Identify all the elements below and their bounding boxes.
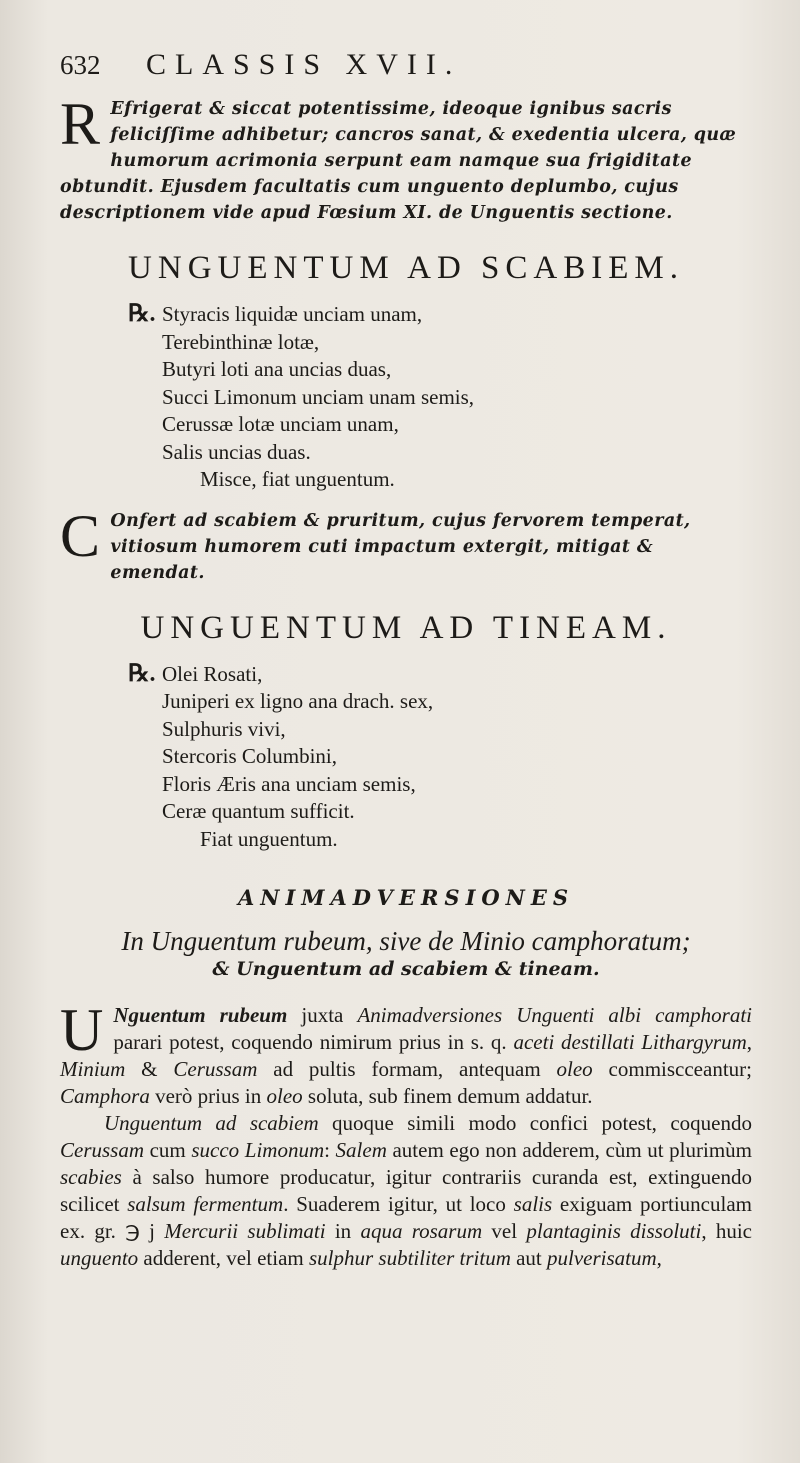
section-heading-scabiem: UNGUENTUM AD SCABIEM. bbox=[128, 250, 684, 286]
p2-run: autem ego non adderem, cùm ut plurimùm bbox=[386, 1138, 752, 1162]
p2-run: in bbox=[325, 1219, 361, 1243]
animadversiones-subtitle: In Unguentum rubeum, sive de Minio camphoratum; bbox=[121, 926, 691, 956]
p1-run: Animadversiones Unguenti albi camphorati bbox=[357, 1003, 752, 1027]
ingredient-line: Sulphuris vivi, bbox=[162, 716, 286, 741]
p2-run: adderent, vel etiam bbox=[138, 1246, 309, 1270]
p2-run: quoque simili modo confici potest, coquendo bbox=[318, 1111, 752, 1135]
drop-cap: R bbox=[60, 91, 101, 157]
p2-run: , huic bbox=[701, 1219, 753, 1243]
p1-run: commiscceantur; bbox=[592, 1057, 752, 1081]
animadversiones-paragraph-1 bbox=[60, 997, 752, 1110]
recipe-symbol: ℞. bbox=[128, 301, 156, 327]
p2-run: Mercurii sublimati bbox=[164, 1219, 326, 1243]
p2-run: Unguentum ad scabiem bbox=[104, 1111, 319, 1135]
intro-paragraph bbox=[60, 91, 752, 226]
p1-run: Minium bbox=[60, 1057, 126, 1081]
p2-run: salis bbox=[513, 1192, 553, 1216]
page-header bbox=[60, 48, 752, 96]
ingredient-line: Stercoris Columbini, bbox=[162, 744, 337, 768]
recipe-symbol: ℞. bbox=[128, 660, 156, 687]
p1-run: aceti destillati Lithargyrum bbox=[513, 1030, 747, 1054]
scabiem-note-text: Onfert ad scabiem & pruritum, cujus fervorem temperat, vitiosum humorem cuti impactum extergit, mitigat & emendat. bbox=[110, 510, 691, 583]
p2-run: unguento bbox=[60, 1246, 139, 1270]
p1-run: parari potest, coquendo nimirum prius in s. q. bbox=[113, 1030, 514, 1054]
section-heading-tineam: UNGUENTUM AD TINEAM. bbox=[140, 609, 672, 646]
p2-run: pulverisatum bbox=[547, 1246, 657, 1270]
ingredient-line: Butyri loti ana uncias duas, bbox=[162, 357, 392, 381]
p2-run: Cerussam bbox=[60, 1138, 145, 1162]
drop-cap: C bbox=[60, 502, 101, 569]
p2-run: : bbox=[324, 1138, 336, 1162]
p2-run: plantaginis dissoluti bbox=[526, 1219, 702, 1243]
p1-run: , bbox=[746, 1030, 752, 1054]
p1-run: & bbox=[125, 1057, 174, 1081]
animadversiones-title: ANIMADVERSIONES bbox=[237, 885, 575, 910]
p2-run: Salem bbox=[335, 1138, 387, 1162]
recipe-instruction: Misce, fiat unguentum. bbox=[200, 467, 395, 491]
p2-run: aqua rosarum bbox=[360, 1219, 483, 1243]
ingredient-line: Terebinthinæ lotæ, bbox=[162, 329, 320, 354]
p1-run: Camphora bbox=[60, 1084, 150, 1108]
recipe-instruction: Fiat unguentum. bbox=[200, 826, 338, 851]
scabiem-note bbox=[60, 502, 752, 586]
intro-text: Efrigerat & siccat potentissime, ideoque ignibus sacris feliciſſime adhibetur; cancros sanat, & exedentia ulcera, quæ humorum acrimonia serpunt eam namque sua frigiditate obtundit. Ejusdem facultatis cum unguento deplumbo, cujus descriptionem vide apud Fœsium XI. de Unguentis sectione. bbox=[60, 99, 737, 223]
ingredient-line: Salis uncias duas. bbox=[162, 439, 311, 464]
running-head: CLASSIS XVII. bbox=[146, 48, 462, 81]
ingredient-line: Cerussæ lotæ unciam unam, bbox=[162, 412, 399, 436]
p2-run: scabies bbox=[60, 1165, 122, 1189]
ingredient-line: Succi Limonum unciam unam semis, bbox=[162, 384, 475, 409]
p2-run: , bbox=[656, 1246, 662, 1270]
p2-run: salsum fermentum bbox=[127, 1192, 284, 1216]
p1-run: Cerussam bbox=[173, 1057, 258, 1081]
ingredient-line: Juniperi ex ligno ana drach. sex, bbox=[162, 689, 434, 713]
p2-run: succo Limonum bbox=[191, 1138, 325, 1162]
p1-run: oleo bbox=[266, 1084, 303, 1108]
ingredient-line: Floris Æris ana unciam semis, bbox=[162, 771, 416, 796]
p2-run: vel bbox=[482, 1219, 527, 1243]
p2-run: à salso humore producatur, igitur contrariis curanda est, extinguendo scilicet bbox=[60, 1165, 752, 1216]
p1-run: juxta bbox=[287, 1003, 358, 1027]
animadversiones-subtitle-2: & Unguentum ad scabiem & tineam. bbox=[212, 958, 600, 980]
ingredient-line: Olei Rosati, bbox=[162, 661, 263, 686]
p1-run: Nguentum rubeum bbox=[113, 1003, 288, 1027]
p1-run: ad pultis formam, antequam bbox=[257, 1057, 557, 1081]
recipe-tineam bbox=[60, 661, 752, 854]
p1-run: soluta, sub finem demum addatur. bbox=[302, 1084, 593, 1108]
p2-run: cum bbox=[144, 1138, 192, 1162]
p1-run: oleo bbox=[556, 1057, 593, 1081]
p2-run: aut bbox=[510, 1246, 548, 1270]
ingredient-line: Styracis liquidæ unciam unam, bbox=[162, 302, 423, 326]
p1-run: verò prius in bbox=[149, 1084, 267, 1108]
page-number: 632 bbox=[60, 50, 101, 80]
p2-run: . Suaderem igitur, ut loco bbox=[283, 1192, 514, 1216]
recipe-scabiem bbox=[60, 301, 752, 494]
drop-cap: U bbox=[60, 997, 104, 1063]
ingredient-line: Ceræ quantum sufficit. bbox=[162, 799, 355, 823]
p2-run: exiguam portiunculam ex. gr. ℈ j bbox=[60, 1192, 752, 1243]
p2-run: sulphur subtiliter tritum bbox=[309, 1246, 511, 1270]
animadversiones-paragraph-2 bbox=[60, 1110, 752, 1272]
